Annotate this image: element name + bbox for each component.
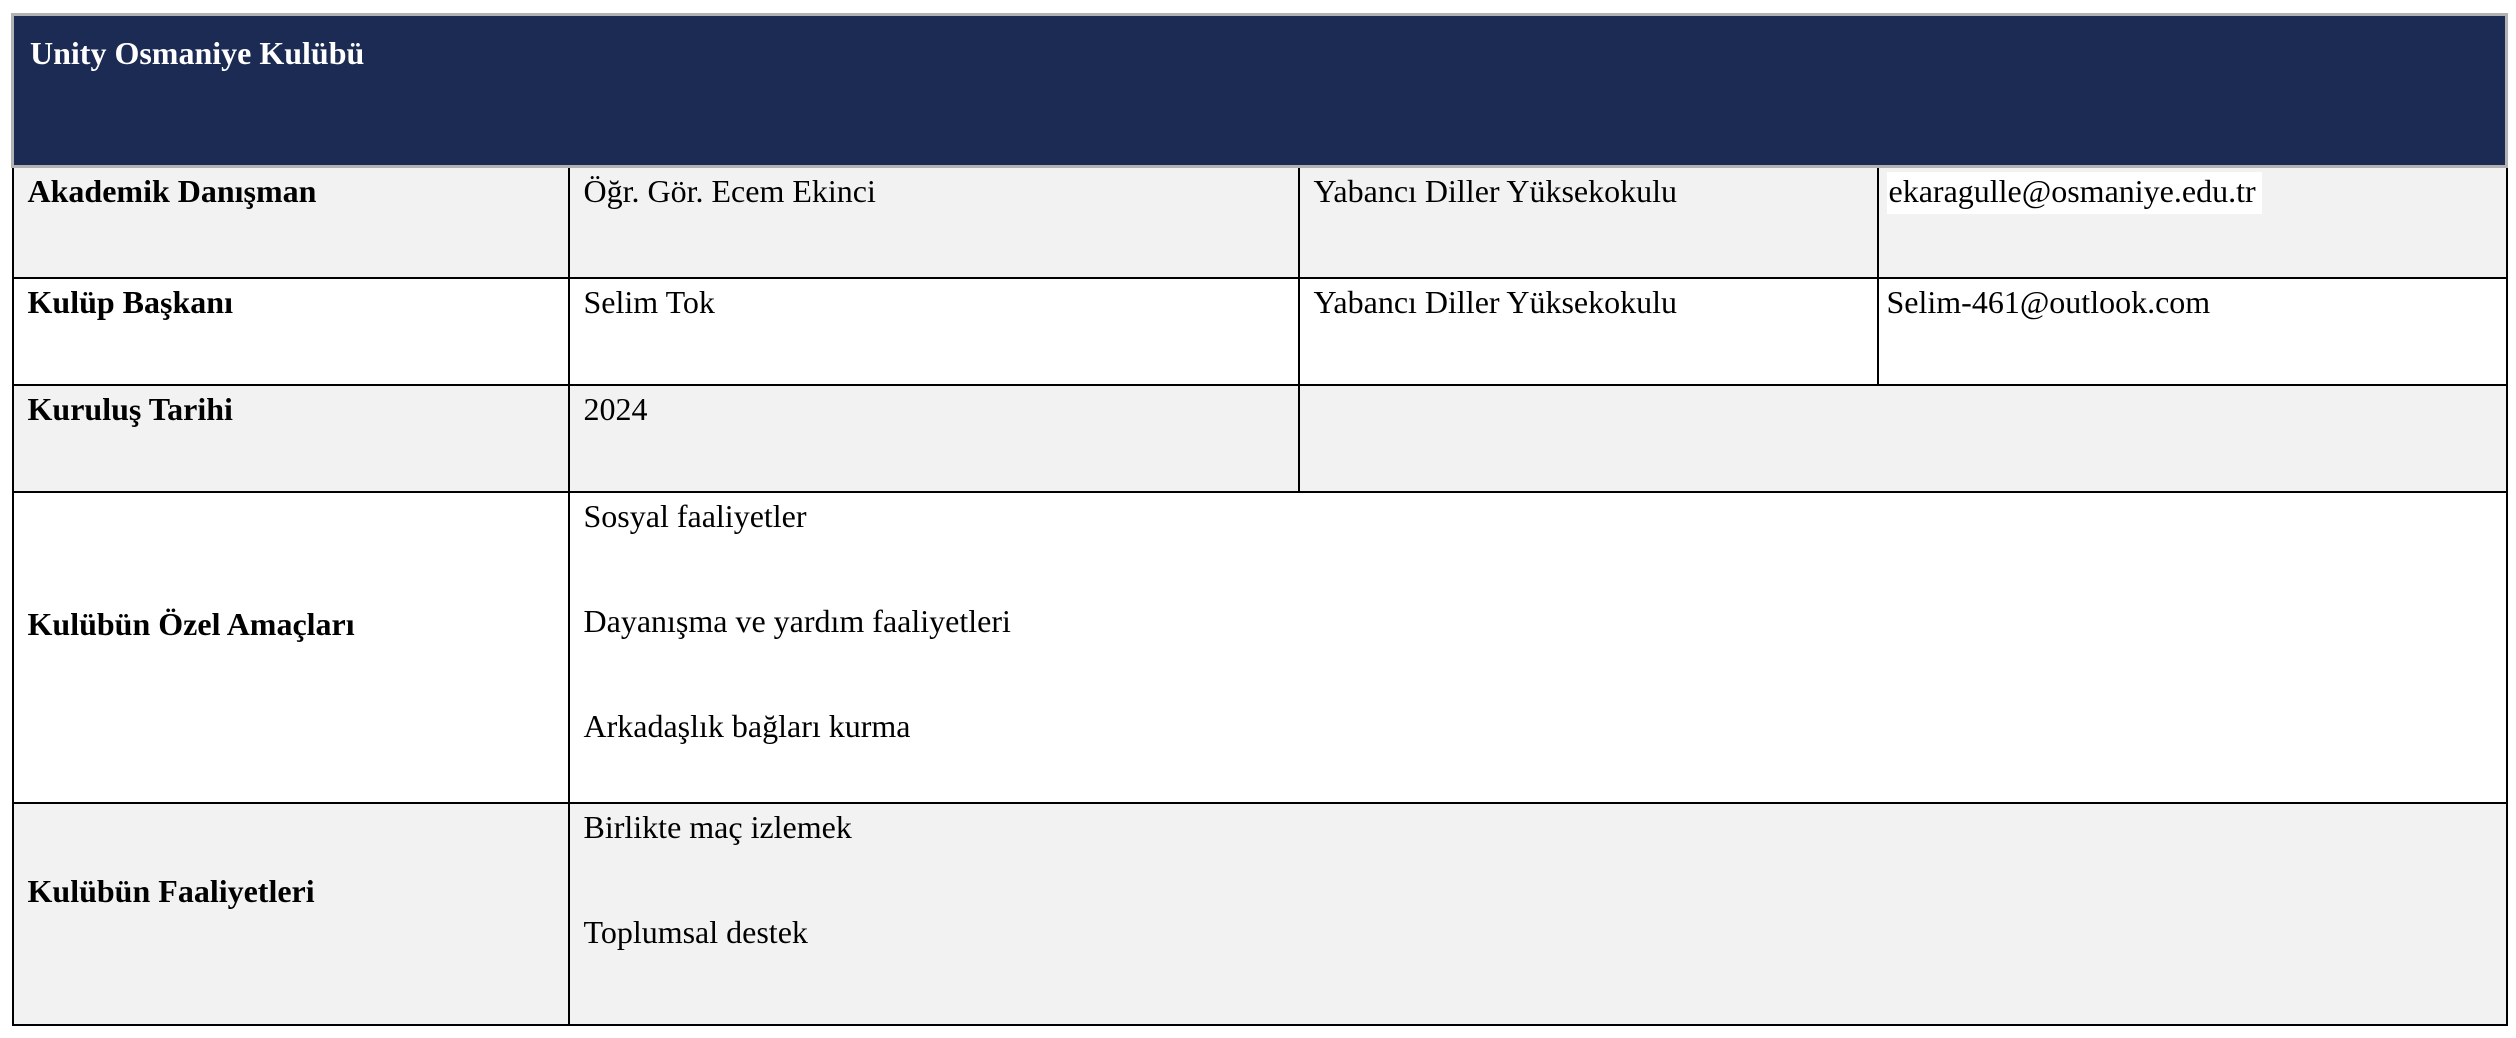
goal-item: Arkadaşlık bağları kurma (583, 707, 911, 744)
activities-label-cell (13, 803, 569, 1025)
goals-label-cell (13, 492, 569, 803)
president-department: Yabancı Diller Yüksekokulu (1313, 283, 1678, 320)
president-label: Kulüp Başkanı (27, 283, 233, 320)
president-label-cell (13, 278, 569, 385)
advisor-label-cell (13, 167, 569, 278)
president-email[interactable]: Selim-461@outlook.com (1886, 283, 2211, 320)
president-row (13, 278, 2507, 385)
club-info-table (11, 13, 2508, 1026)
president-name: Selim Tok (583, 283, 715, 320)
founded-empty-cell (1299, 385, 2507, 492)
advisor-row (13, 167, 2507, 278)
advisor-name: Öğr. Gör. Ecem Ekinci (583, 173, 876, 209)
founded-label: Kuruluş Tarihi (27, 390, 233, 427)
founded-year-cell (569, 385, 1299, 492)
header-row (13, 15, 2507, 167)
goals-row (13, 492, 2507, 803)
advisor-label: Akademik Danışman (27, 173, 317, 209)
activity-item: Birlikte maç izlemek (583, 808, 852, 845)
table-title-cell (13, 15, 2507, 167)
founded-year: 2024 (583, 390, 648, 427)
goal-item: Sosyal faaliyetler (583, 497, 807, 534)
activities-label: Kulübün Faaliyetleri (27, 872, 315, 909)
president-department-cell (1299, 278, 1878, 385)
founded-label-cell (13, 385, 569, 492)
advisor-name-cell (569, 167, 1299, 278)
president-email-cell (1878, 278, 2507, 385)
activities-content-cell (569, 803, 2507, 1025)
advisor-department: Yabancı Diller Yüksekokulu (1313, 173, 1678, 209)
activity-item: Toplumsal destek (583, 913, 808, 950)
goals-content-cell (569, 492, 2507, 803)
goals-label: Kulübün Özel Amaçları (27, 606, 355, 642)
activities-row (13, 803, 2507, 1025)
advisor-department-cell (1299, 167, 1878, 278)
advisor-email[interactable]: ekaragulle@osmaniye.edu.tr (1887, 172, 2262, 214)
president-name-cell (569, 278, 1299, 385)
founded-row (13, 385, 2507, 492)
club-title: Unity Osmaniye Kulübü (30, 35, 365, 71)
goal-item: Dayanışma ve yardım faaliyetleri (583, 602, 1011, 639)
advisor-email-cell (1878, 167, 2507, 278)
